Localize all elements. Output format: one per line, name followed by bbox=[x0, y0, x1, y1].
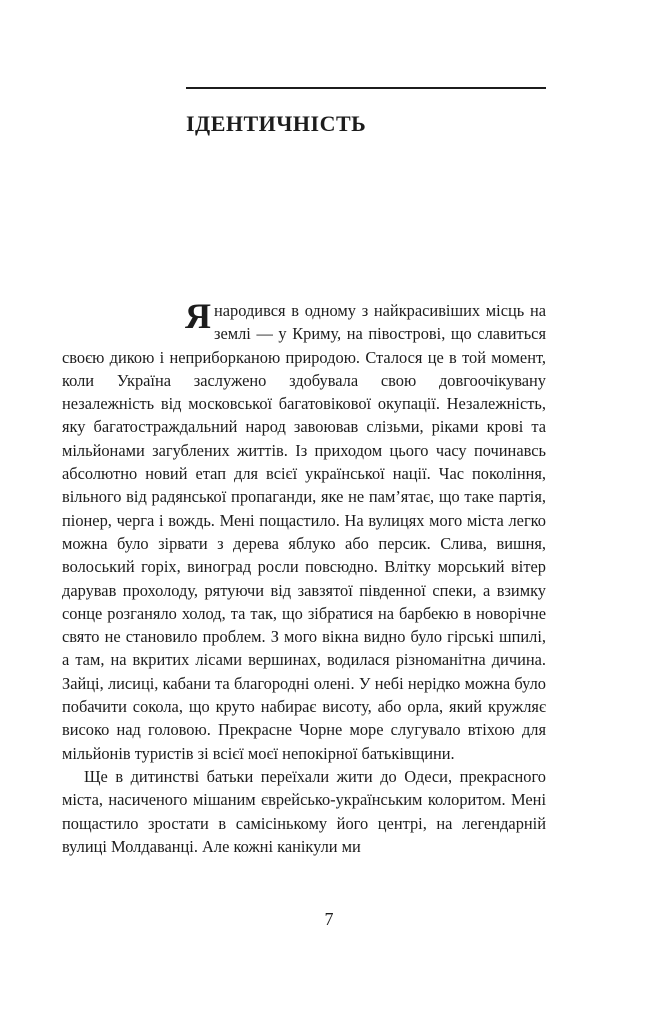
paragraph-1 bbox=[62, 296, 546, 765]
chapter-rule bbox=[186, 87, 546, 89]
chapter-title: ІДЕНТИЧНІСТЬ bbox=[186, 111, 367, 136]
drop-cap: Я bbox=[185, 296, 211, 336]
paragraph-2: Ще в дитинстві батьки переїхали жити до Одеси, прекрасного міста, насиченого мішаним єврейсько-українським колоритом. Мені пощастило зростати в самісінькому його центрі, на легендарній вулиці Молдаванці. Але кожні канікули ми bbox=[62, 766, 546, 856]
page-number: 7 bbox=[324, 909, 334, 929]
chapter-body bbox=[62, 296, 546, 858]
paragraph-1-text: народився в одному з найкрасивіших місць на землі — у Криму, на півострові, що славиться своєю дикою і неприборканою природою. Сталося це в той момент, коли Україна заслужено здобувала свою довгоочікувану незалежність від московської багатовікової окупації. Незалежність, яку багатостраждальний народ завоював слізьми, ріками крові та мільйонами загублених життів. Із приходом цього часу починавсь абсолютно новий етап для всієї української нації. Час покоління, вільного від радянської пропаганди, яке не пам’ятає, що таке партія, піонер, черга і вождь. Мені пощастило. На вулицях мого міста легко можна було зірвати з дерева яблуко або персик. Слива, вишня, волоський горіх, виноград росли повсюдно. Влітку морський вітер дарував прохолоду, рятуючи від завзятої південної спеки, а взимку сонце розганяло холод, та так, що зібратися на барбекю в новорічне свято не становило проблем. З мого вікна видно було гірські шпилі, а там, на вкритих лісами вершинах, водилася різноманітна дичина. Зайці, лисиці, кабани та благородні олені. У небі нерідко можна було побачити сокола, що круто набирає висоту, або орла, який кружляє високо над головою. Прекрасне Чорне море слугувало втіхою для мільйонів туристів зі всієї моєї непокірної батьківщини. bbox=[62, 301, 546, 763]
